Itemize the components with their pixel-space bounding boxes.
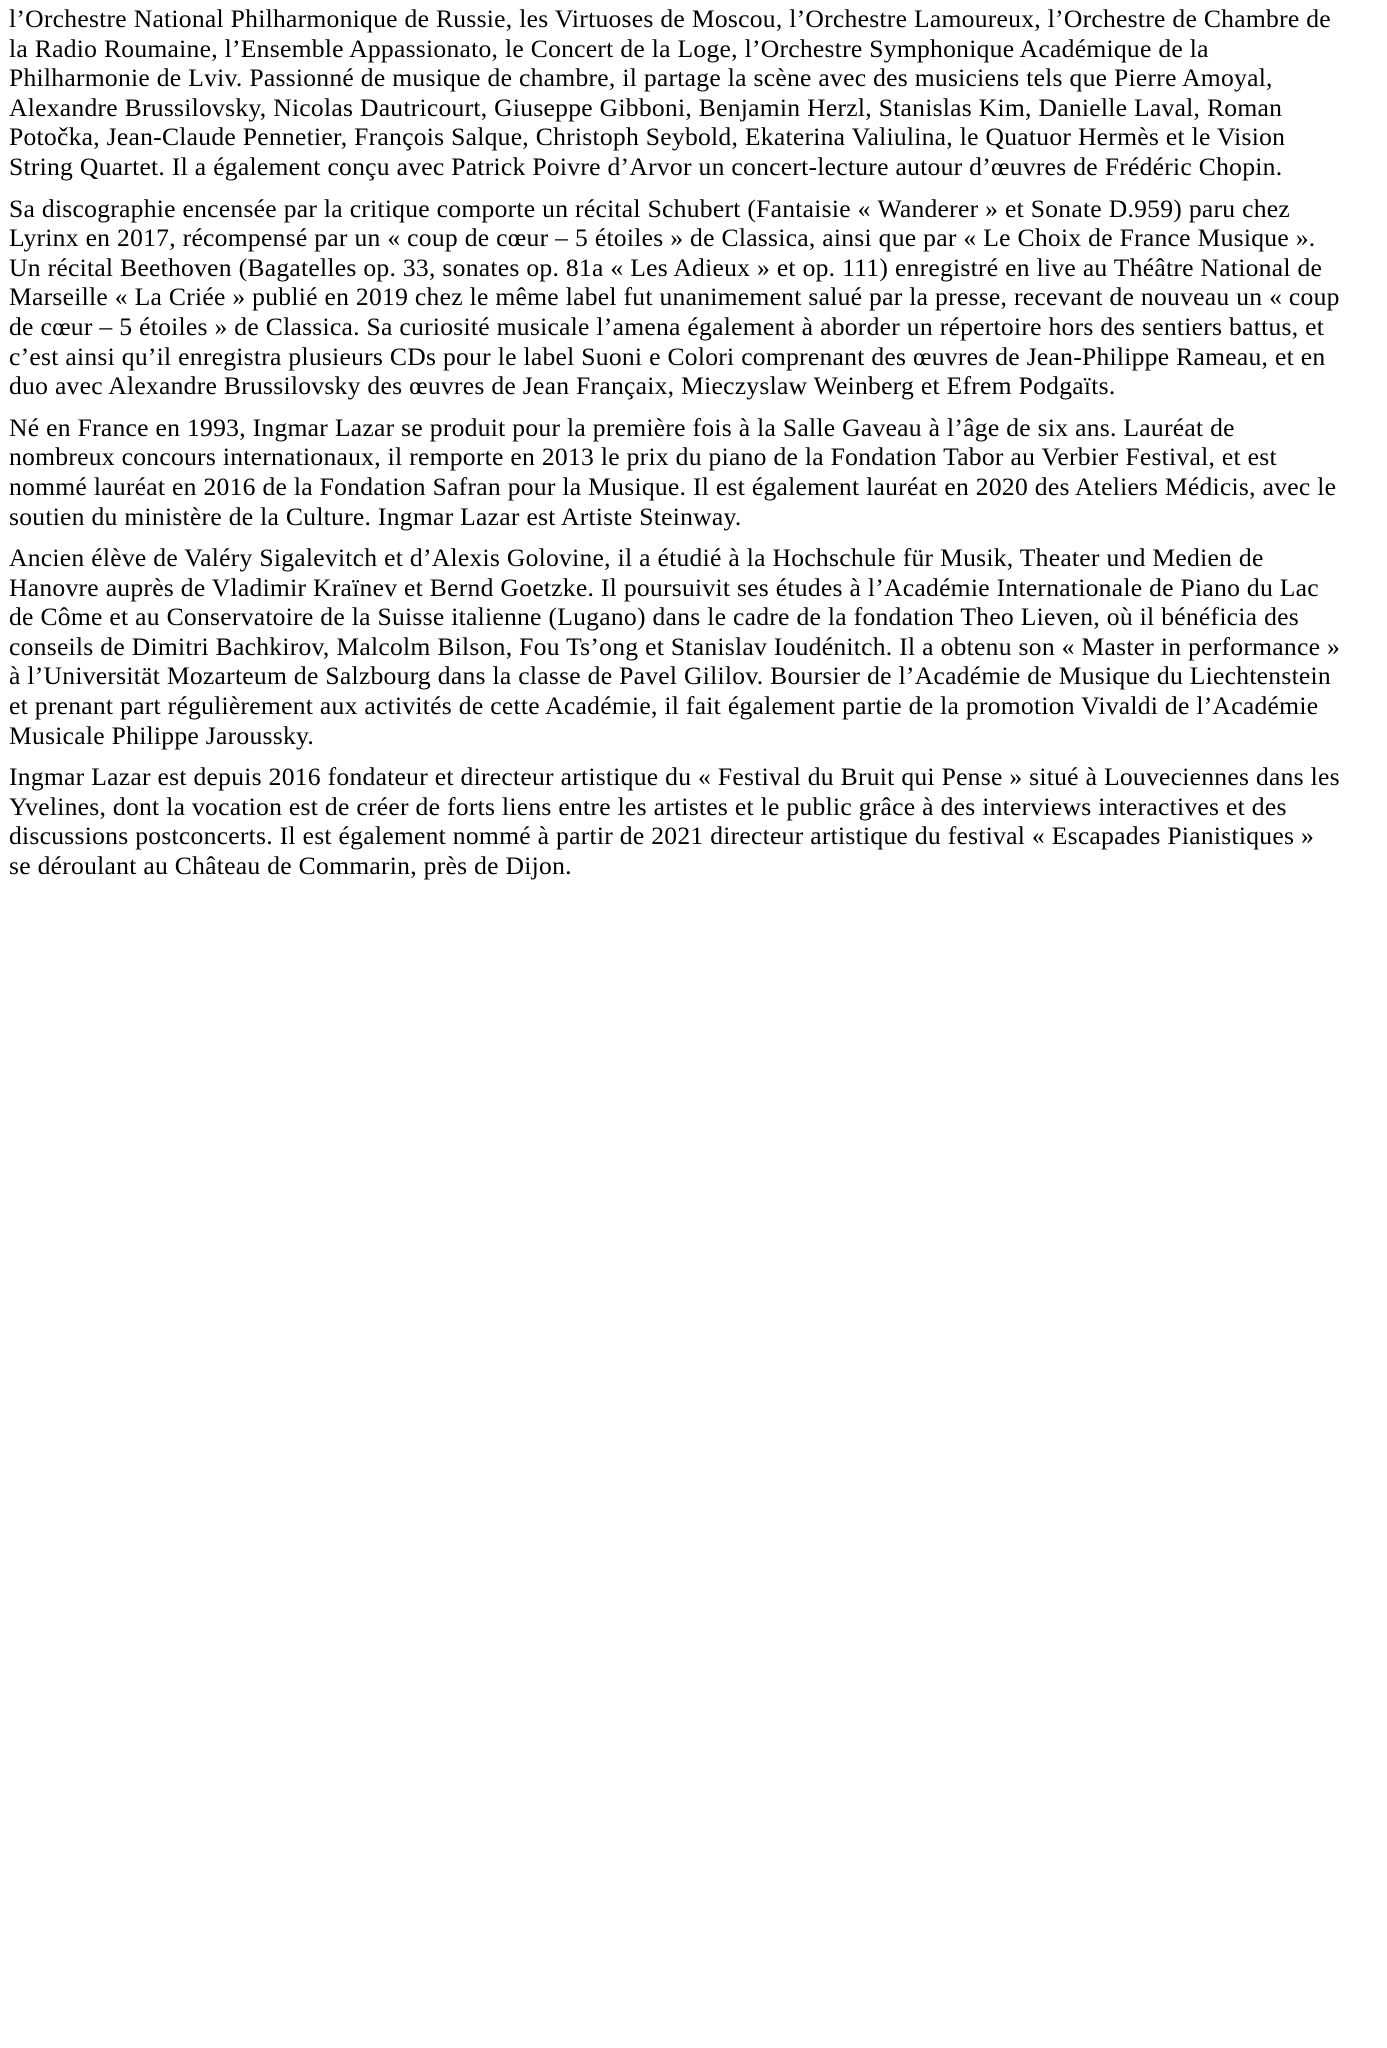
paragraph-orchestras-and-chamber-partners: l’Orchestre National Philharmonique de Russie, les Virtuoses de Moscou, l’Orchestre Lamoureux, l’Orchestre de Chambre de la Radio Roumaine, l’Ensemble Appassionato, le Concert de la Loge, l’Orchestre Symphonique Académique de la Philharmonie de Lviv. Passionné de musique de chambre, il partage la scène avec des musiciens tels que Pierre Amoyal, Alexandre Brussilovsky, Nicolas Dautricourt, Giuseppe Gibboni, Benjamin Herzl, Stanislas Kim, Danielle Laval, Roman Potočka, Jean-Claude Pennetier, François Salque, Christoph Seybold, Ekaterina Valiulina, le Quatuor Hermès et le Vision String Quartet. Il a également conçu avec Patrick Poivre d’Arvor un concert-lecture autour d’œuvres de Frédéric Chopin. [9, 4, 1331, 181]
paragraph-discography: Sa discographie encensée par la critique comporte un récital Schubert (Fantaisie « Wanderer » et Sonate D.959) paru chez Lyrinx en 2017, récompensé par un « coup de cœur – 5 étoiles » de Classica, ainsi que par « Le Choix de France Musique ». Un récital Beethoven (Bagatelles op. 33, sonates op. 81a « Les Adieux » et op. 111) enregistré en live au Théâtre National de Marseille « La Criée » publié en 2019 chez le même label fut unanimement salué par la presse, recevant de nouveau un « coup de cœur – 5 étoiles » de Classica. Sa curiosité musicale l’amena également à aborder un répertoire hors des sentiers battus, et c’est ainsi qu’il enregistra plusieurs CDs pour le label Suoni e Colori comprenant des œuvres de Jean-Philippe Rameau, et en duo avec Alexandre Brussilovsky des œuvres de Jean Françaix, Mieczyslaw Weinberg et Efrem Podgaïts. [9, 193, 1340, 401]
paragraph-birth-and-prizes: Né en France en 1993, Ingmar Lazar se produit pour la première fois à la Salle Gaveau à l’âge de six ans. Lauréat de nombreux concours internationaux, il remporte en 2013 le prix du piano de la Fondation Tabor au Verbier Festival, et est nommé lauréat en 2016 de la Fondation Safran pour la Musique. Il est également lauréat en 2020 des Ateliers Médicis, avec le soutien du ministère de la Culture. Ingmar Lazar est Artiste Steinway. [9, 412, 1337, 531]
paragraph-festivals: Ingmar Lazar est depuis 2016 fondateur et directeur artistique du « Festival du Bruit qui Pense » situé à Louveciennes dans les Yvelines, dont la vocation est de créer de forts liens entre les artistes et le public grâce à des interviews interactives et des discussions postconcerts. Il est également nommé à partir de 2021 directeur artistique du festival « Escapades Pianistiques » se déroulant au Château de Commarin, près de Dijon. [9, 762, 1340, 881]
paragraph-education: Ancien élève de Valéry Sigalevitch et d’Alexis Golovine, il a étudié à la Hochschule für Musik, Theater und Medien de Hanovre auprès de Vladimir Kraïnev et Bernd Goetzke. Il poursuivit ses études à l’Académie Internationale de Piano du Lac de Côme et au Conservatoire de la Suisse italienne (Lugano) dans le cadre de la fondation Theo Lieven, où il bénéficia des conseils de Dimitri Bachkirov, Malcolm Bilson, Fou Ts’ong et Stanislav Ioudénitch. Il a obtenu son « Master in performance » à l’Universität Mozarteum de Salzbourg dans la classe de Pavel Gililov. Boursier de l’Académie de Musique du Liechtenstein et prenant part régulièrement aux activités de cette Académie, il fait également partie de la promotion Vivaldi de l’Académie Musicale Philippe Jaroussky. [9, 543, 1341, 750]
document-body [9, 4, 1341, 881]
